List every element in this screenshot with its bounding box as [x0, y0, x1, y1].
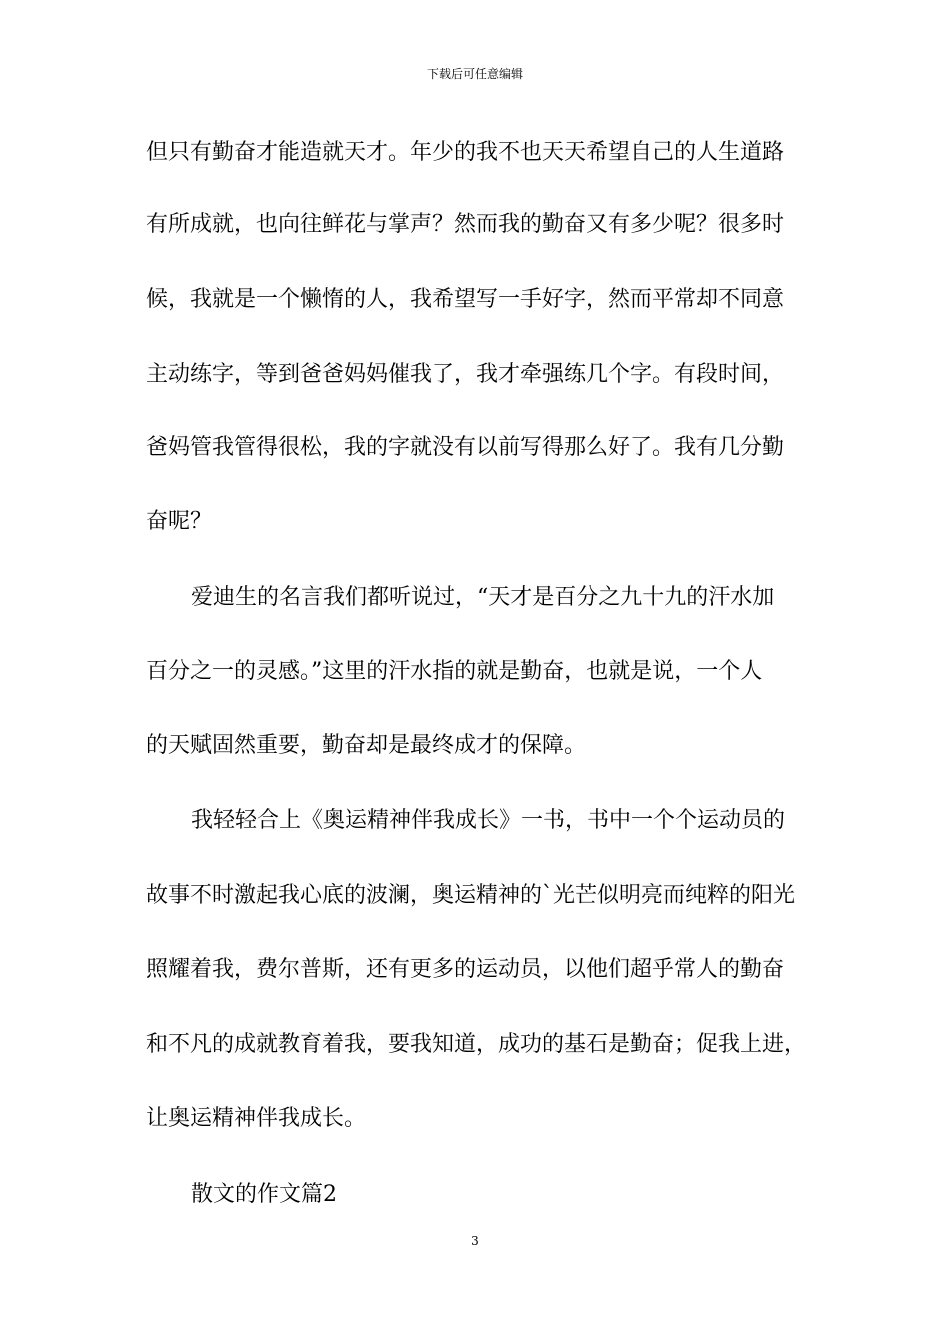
text-line: 的天赋固然重要，勤奋却是最终成才的保障。 — [146, 733, 587, 758]
text-line: 主动练字，等到爸爸妈妈催我了，我才牵强练几个字。有段时间， — [146, 362, 785, 387]
text-line: 故事不时激起我心底的波澜，奥运精神的`光芒似明亮而纯粹的阳光 — [146, 883, 796, 908]
text-line: 爱迪生的名言我们都听说过，“天才是百分之九十九的汗水加 — [191, 585, 775, 610]
text-line: 照耀着我，费尔普斯，还有更多的运动员，以他们超乎常人的勤奋 — [146, 957, 785, 982]
text-line: 爸妈管我管得很松，我的字就没有以前写得那么好了。我有几分勤 — [146, 435, 785, 460]
section-heading: 散文的作文篇2 — [191, 1182, 337, 1207]
text-line: 让奥运精神伴我成长。 — [146, 1106, 367, 1131]
page-number: 3 — [471, 1234, 479, 1248]
text-line: 和不凡的成就教育着我，要我知道，成功的基石是勤奋；促我上进， — [146, 1032, 807, 1057]
page-header: 下载后可任意编辑 — [426, 67, 523, 81]
text-line: 但只有勤奋才能造就天才。年少的我不也天天希望自己的人生道路 — [146, 140, 785, 165]
text-line: 有所成就，也向往鲜花与掌声？然而我的勤奋又有多少呢？很多时 — [146, 212, 785, 237]
text-line: 奋呢？ — [146, 509, 213, 534]
text-line: 我轻轻合上《奥运精神伴我成长》一书，书中一个个运动员的 — [191, 808, 786, 833]
text-line: 百分之一的灵感。”这里的汗水指的就是勤奋，也就是说，一个人 — [146, 659, 763, 684]
text-line: 候，我就是一个懒惰的人，我希望写一手好字，然而平常却不同意 — [146, 287, 785, 312]
